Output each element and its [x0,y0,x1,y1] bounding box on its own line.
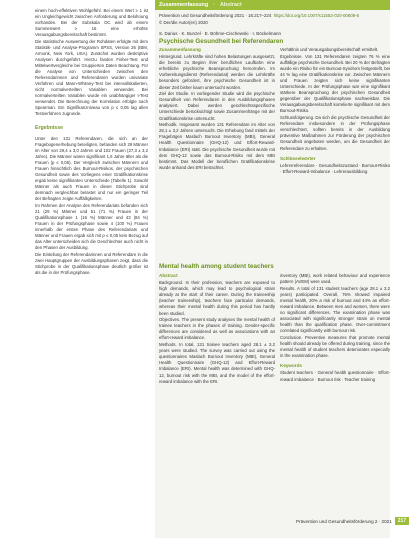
german-abstract-right [280,47,390,175]
abstract-results: Ergebnisse. Von 131 Referendaren zeigten 76 % eine auffällige psychische Gesundheit. Bei 20 % der Befragten wurde ein Risiko für ein Burnout-Syndrom festgestellt, bei 44 % lag eine Gratifikationskrise vor. Zwischen Männern und Frauen zeigten sich keine signifikanten Unterschiede. In der Prüfungsphase war eine signifikant stärkere Beanspruchung der psychischen Gesundheit gegenüber der Qualifikationsphase nachweisbar. Die Verausgabungsbereitschaft korrelierte signifikant mit dem Burnout-Risiko. [280,53,390,114]
abstract-objective: Objectives. The present study analyses the mental health of trainee teachers in the phases of training. Gender-specific differences are considered as well as associations with an effort-reward imbalance. [159,317,275,341]
citation-line [159,13,394,19]
header-label: Zusammenfassung [159,2,209,8]
page-footer [296,517,409,525]
keywords-heading: Keywords [280,363,302,369]
citation-block [159,13,394,26]
abstract-heading: Zusammenfassung [159,47,201,52]
abstract-heading: Abstract [159,273,178,278]
paragraph: Unter den 131 Referendaren, die sich an der Fragebogenerhebung beteiligten, befanden sich 29 Männer im Alter von 29,4 ± 3,0 Jahren und 102 Frauen (27,3 ± 3,2 Jahre). Die Männer waren signifikant 1,6 Jahre älter als die Frauen (p ≤ 0,05). Der Vergleich zwischen Männern und Frauen hinsichtlich des Burnout-Risikos, der psychischen Gesundheit sowie des Vorliegens einer Gratifikationskrise ergab keine signifikanten Unterschiede (Tabelle 1). Sowohl Männer als auch Frauen in dieser Stichprobe sind demnach vergleichbar belastet und nur ein geringer Teil der Befragten zeigte Auffälligkeiten. [35,136,148,201]
english-abstract-right [280,273,390,383]
abstract-continued: Verhältnis und Verausgabungsbereitschaft ermittelt. [280,47,379,52]
english-abstract-left [159,273,275,385]
abstract-aim: Ziel der Studie. In vorliegender Studie wird die psychische Gesundheit von Referendaren in den Ausbildungsphasen analysiert. Dabei werden geschlechtsspezifische Unterschiede berücksichtigt sowie Zusammenhänge mit der Gratifikationskrise untersucht. [159,91,275,121]
paragraph: einem hoch-effektiven Wohlgefühl. Bei einem Wert ≥ 1 ist ein Ungleichgewicht zwischen Anforderung und Belohnung vorhanden. Bei der Subskala OC wird ab einem Summenwert ≥ 16 eine erhöhte Verausgabungsbereitschaft bestimmt. [35,8,148,37]
paragraph: Die Einteilung der Referendarinnen und Referendare in die zwei Hauptgruppen der Ausbildungsphasen zeigt, dass die Stichprobe in der Qualifikationsphase deutlich größer ist als die in der Prüfungsphase. [35,252,148,275]
german-abstract-left [159,47,275,171]
abstract-continued: inventory (MBI), work related behaviour and experience pattern (AVEM) were used. [280,273,390,285]
keywords-heading: Schlüsselwörter [280,155,316,161]
header-sublabel: Abstract [219,2,242,8]
abstract-header-bar [155,0,390,10]
author-list: S. Darius · K. Bunzel · E. Böhme-Cischewski · I. Böckelmann [159,31,282,36]
footer-journal: Prävention und Gesundheitsförderung 2 · 2021 [296,518,392,524]
abstract-conclusion: Conclusion. Preventive measures that promote mental health should already be offered during training, since the mental health of student teachers deteriorates especially in the examination phase. [280,334,390,359]
left-text-column [35,8,148,277]
keywords: Student teachers · General health questionnaire · Effort-reward imbalance · Burnout risk · Teacher training [280,370,390,382]
abstract-background: Background. In their profession, teachers are exposed to high demands, which may lead to psychological strain already at the start of their career. During the traineeship (teacher traineeship), teachers face particular demands, whereas their mental health during this period has hardly been studied. [159,280,275,316]
section-heading-results: Ergebnisse [35,125,63,131]
header-separator: · [213,2,215,8]
copyright: © Der/die Autor(en) 2020 [159,20,208,25]
abstract-methods: Methods. In total, 131 trainee teachers aged 28.1 ± 3.2 years were studied. The survey was carried out using the questionnaires Maslach Burnout Inventory (MBI), General Health Questionnaire (GHQ-12) and Effort-Reward Imbalance (ERI). Mental health was determined with GHQ-12, burnout risk with the MBI, and the model of the effort-reward imbalance with the ERI. [159,342,275,384]
german-title: Psychische Gesundheit bei Referendaren [159,38,284,45]
abstract-results: Results. A total of 131 student teachers (age 28.1 ± 3.2 years) participated. Overall, 76% showed impaired mental health, 20% a risk of burnout and 44% an effort-reward imbalance. Between men and women, there were no significant differences. The examination phase was associated with significantly stronger strain on mental health than the qualification phase. Over-commitment correlated significantly with burnout risk. [280,285,390,334]
english-title: Mental health among student teachers [159,263,274,270]
journal-citation: Prävention und Gesundheitsförderung 2021 · 16:217–224 [159,13,272,18]
keywords: Lehrerreferendare · Gesundheitszustand · Burnout-Risiko · Effort-Reward-Imbalance · Lehrerausbildung [280,162,390,174]
doi-link[interactable]: https://doi.org/10.1007/s11553-020-00809-6 [273,13,360,18]
paragraph: Im Rahmen der Analyse des Referendariats befanden sich 21 (29 %) Männer und 51 (71 %) Frauen in der Qualifikationsphase 1 (16 %) Männer und 43 (84 %) Frauen in der Prüfungsphase sowie 4 (100 %) Frauen innerhalb der ersten Phase des Referendariats und Männer und Frauen ergab sich mit p ≤ 0,05 kein Bezug auf das Alter unterscheiden sich die Geschlechter auch nicht in den Phasen der Ausbildung. [35,203,148,250]
abstract-methods: Methodik. Insgesamt wurden 131 Referendare im Alter von 28,1 ± 3,2 Jahren untersucht. Die Erhebung fand mittels der Fragebögen Maslach Burnout Inventory (MBI), General Health Questionnaire (GHQ-12) und Effort-Reward-Imbalance (ERI) statt. Die psychische Gesundheit wurde mit dem GHQ-12 sowie das Burnout-Risiko mit dem MBI bestimmt. Das Modell der beruflichen Gratifikationskrise wurde anhand des ERI betrachtet. [159,122,275,170]
page-number: 217 [395,517,409,525]
paragraph: Die statistische Auswertung der Rohdaten erfolgte mit dem Statistik- und Analyse-Programm SPSS, Version 26 (IBM, Armonk, New York, USA). Zunächst wurden deskriptive Analysen durchgeführt. Hierzu fanden Fisher-Test und Mittelwertvergleiche bei Gruppierten Daten Beachtung. Für die Analyse von Unterschieden zwischen den Referendarinnen und Referendaren wurden univariate Verfahren und Mann-Whitney-Test bei intervallskalierten, nicht normalverteilten Variablen verwendet. Bei normalverteilten Variablen wurde ein unabhängiger t-Test verwendet. Die Berechnung der Korrelation erfolgte nach Spearman. Ein Signifikanzniveau von p ≤ 0,05 lag allen Testverfahren zugrunde. [35,39,148,116]
abstract-conclusion: Schlussfolgerung. Da sich die psychische Gesundheit der Referendare insbesondere in der Prüfungsphase verschlechtert, sollten bereits in der Ausbildung präventive Maßnahmen zur Förderung der psychischen Gesundheit angeboten werden, um die Gesundheit der Referendare zu erhalten. [280,115,390,151]
abstract-background: Hintergrund. Lehrkräfte sind hohen Belastungen ausgesetzt, die bereits zu Beginn ihrer beruflichen Laufbahn eine erhebliche psychische Beanspruchung hervorrufen. Im Vorbereitungsdienst (Referendariat) werden die Lehrkräfte besonders gefordert, ihre psychische Gesundheit ist in dieser Zeit bisher kaum untersucht worden. [159,54,275,90]
